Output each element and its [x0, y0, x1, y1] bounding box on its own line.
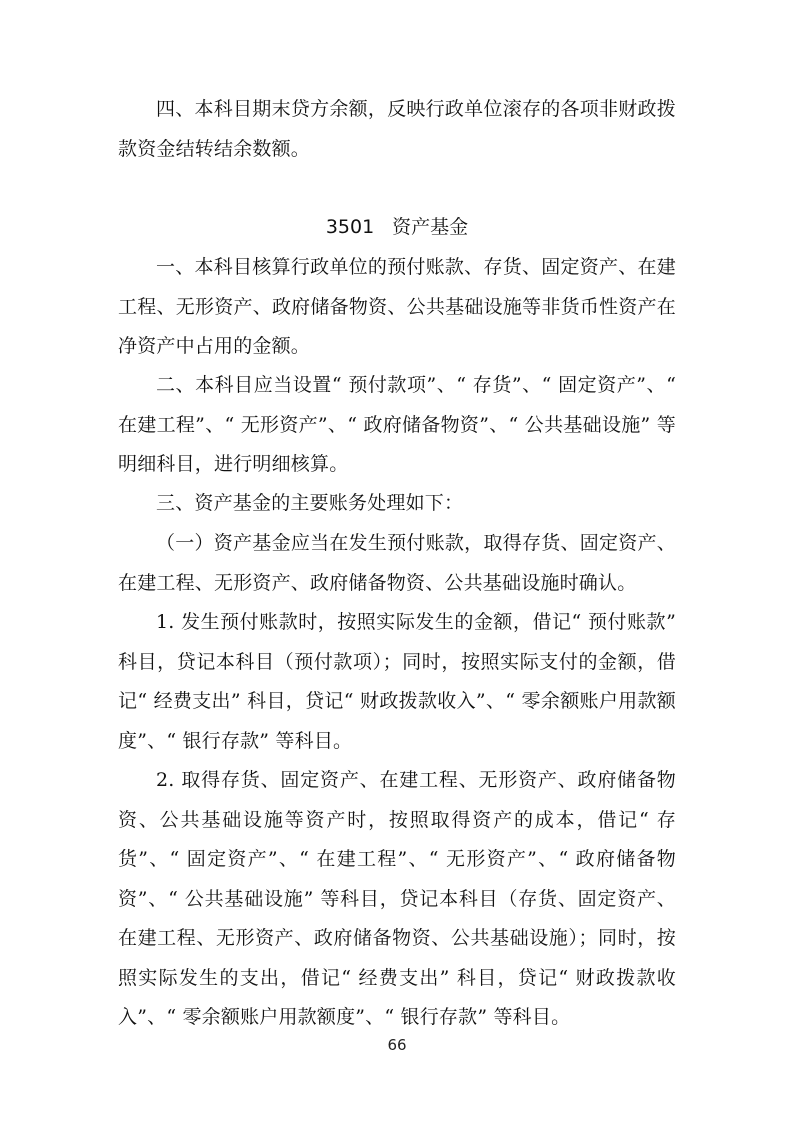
- page-number: 66: [387, 1036, 407, 1054]
- section-code: 3501: [325, 216, 375, 238]
- paragraph-scope: 一、本科目核算行政单位的预付账款、存货、固定资产、在建工程、无形资产、政府储备物资、公共基础设施等非货币性资产在净资产中占用的金额。: [118, 256, 676, 357]
- paragraph-accounting-intro: 三、资产基金的主要账务处理如下：: [156, 492, 464, 514]
- paragraph-subaccounts: 二、本科目应当设置“ 预付款项”、“ 存货”、“ 固定资产”、“ 在建工程”、“ 无形资产”、“ 政府储备物资”、“ 公共基础设施” 等明细科目，进行明细核算。: [118, 374, 676, 475]
- paragraph-prepayment: 1. 发生预付账款时，按照实际发生的金额，借记“ 预付账款” 科目，贷记本科目（预付款项）；同时，按照实际支付的金额，借记“ 经费支出” 科目，贷记“ 财政拨款收入”、“ 零余额账户用款额度”、“ 银行存款” 等科目。: [118, 611, 676, 752]
- paragraph-asset-acquisition: 2. 取得存货、固定资产、在建工程、无形资产、政府储备物资、公共基础设施等资产时，按照取得资产的成本，借记“ 存货”、“ 固定资产”、“ 在建工程”、“ 无形资产”、“ 政府储备物资”、“ 公共基础设施” 等科目，贷记本科目（存货、固定资产、在建工程、无形资产、政府储备物资、公共基础设施）；同时，按照实际发生的支出，借记“ 经费支出” 科目，贷记“ 财政拨款收入”、“ 零余额账户用款额度”、“ 银行存款” 等科目。: [118, 769, 676, 1028]
- section-heading: [118, 208, 676, 247]
- intro-paragraph: 四、本科目期末贷方余额，反映行政单位滚存的各项非财政拨款资金结转结余数额。: [118, 98, 676, 160]
- section-title: 资产基金: [392, 216, 469, 238]
- paragraph-recognition: （一）资产基金应当在发生预付账款，取得存货、固定资产、在建工程、无形资产、政府储备物资、公共基础设施时确认。: [118, 532, 676, 594]
